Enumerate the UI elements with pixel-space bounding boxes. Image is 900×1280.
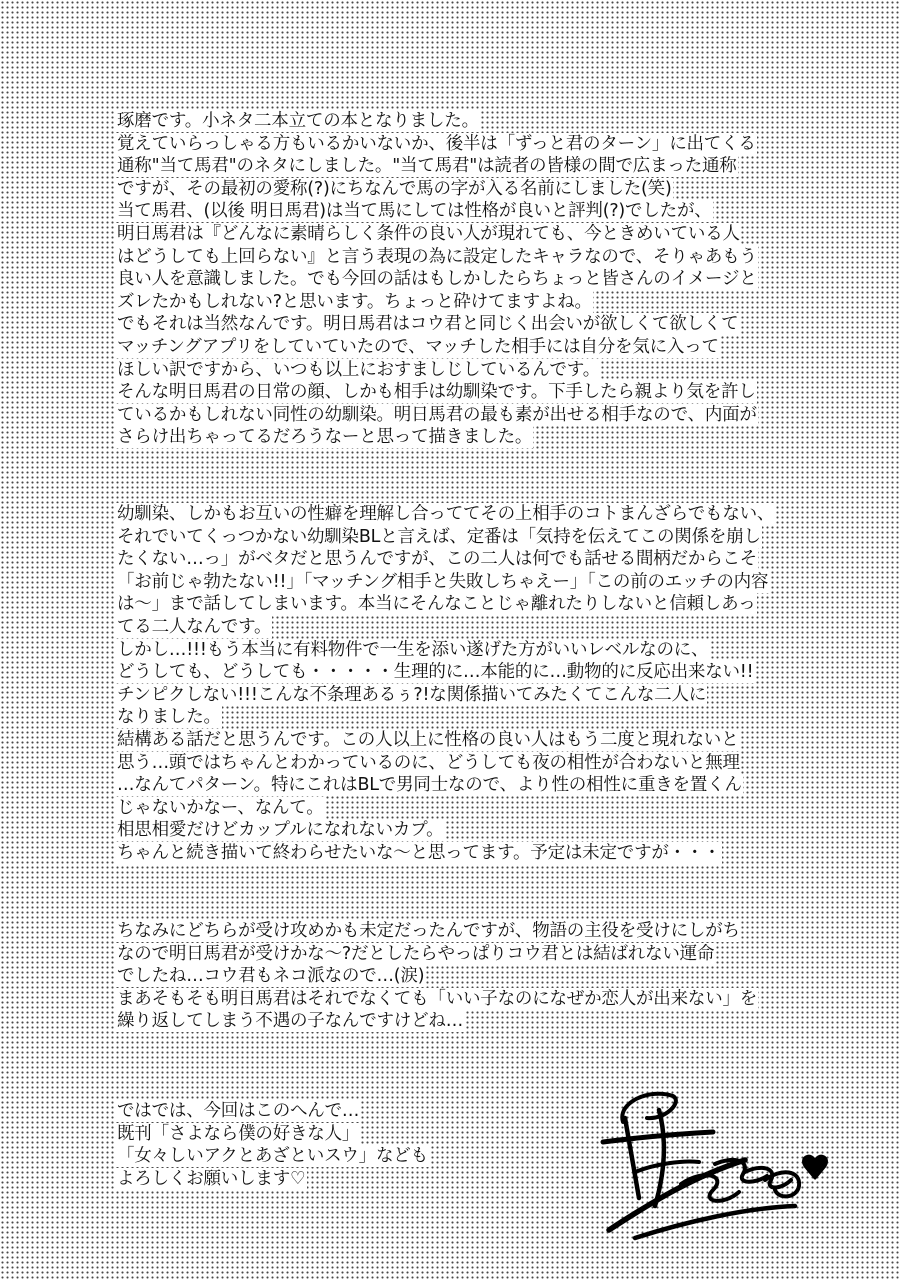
text-line — [117, 706, 817, 729]
text-line-content: なので明日馬君が受けかな〜?だとしたらやっぱりコウ君とは結ばれない運命 — [117, 943, 715, 964]
text-line — [117, 819, 817, 842]
text-line — [117, 110, 817, 133]
text-line — [117, 1010, 817, 1033]
afterword-middle-paragraph — [117, 503, 817, 865]
text-line — [117, 571, 817, 594]
text-line — [117, 988, 817, 1011]
text-line-content: 思う…頭ではちゃんとわかっているのに、どうしても夜の相性が合わないと無理 — [117, 752, 740, 773]
text-line-content: よろしくお願いします♡ — [117, 1168, 306, 1189]
text-line-content: 覚えていらっしゃる方もいるかいないか、後半は「ずっと君のターン」に出てくる — [117, 133, 756, 154]
text-line — [117, 200, 817, 223]
text-line — [117, 965, 817, 988]
text-line — [117, 291, 817, 314]
text-line — [117, 639, 817, 662]
text-line — [117, 381, 817, 404]
text-line-content: 「お前じゃ勃たない!!」「マッチング相手と失敗しちゃえー」「この前のエッチの内容 — [117, 571, 769, 592]
text-line — [117, 943, 817, 966]
text-line-content: どうしても、どうしても・・・・・生理的に…本能的に…動物的に反応出来ない!! — [117, 662, 754, 683]
text-line — [117, 178, 817, 201]
text-line-content: でしたね…コウ君もネコ派なので…(涙) — [117, 966, 425, 987]
text-line — [117, 729, 817, 752]
text-line-content: 「女々しいアクとあざといスウ」なども — [117, 1146, 428, 1167]
text-line — [117, 797, 817, 820]
text-line-content: 明日馬君は『どんなに素晴らしく条件の良い人が現れても、今ときめいている人 — [117, 223, 740, 244]
text-line-content: 通称"当て馬君"のネタにしました。"当て馬君"は読者の皆様の間で広まった通称 — [117, 156, 737, 177]
text-line-content: は〜」まで話してしまいます。本当にそんなことじゃ離れたりしないと信頼しあっ — [117, 594, 756, 615]
text-line-content: はどうしても上回らない』と言う表現の為に設定したキャラなので、そりゃあもう — [117, 246, 757, 267]
text-line-content: チンピクしない!!!こんな不条理あるぅ?!な関係描いてみたくてこんな二人に — [117, 684, 707, 705]
text-line — [117, 404, 817, 427]
text-line-content: ではでは、今回はこのへんで… — [117, 1101, 360, 1121]
text-line — [117, 503, 817, 526]
text-line-content: それでいてくっつかない幼馴染BLと言えば、定番は「気持を伝えてこの関係を崩し — [117, 526, 761, 547]
text-line-content: じゃないかなー、なんて。 — [117, 797, 324, 818]
text-line-content: 繰り返してしまう不遇の子なんですけどね… — [117, 1011, 463, 1032]
text-line-content: しかし…!!!もう本当に有料物件で一生を添い遂げた方がいいレベルなのに、 — [117, 639, 709, 660]
text-line — [117, 268, 817, 291]
text-line — [117, 774, 817, 797]
text-line-content: まあそもそも明日馬君はそれでなくても「いい子なのになぜか恋人が出来ない」を — [117, 988, 758, 1009]
text-line-content: ズレたかもしれない?と思います。ちょっと砕けてますよね。 — [117, 291, 592, 312]
text-line — [117, 426, 817, 449]
text-line-content: 当て馬君、(以後 明日馬君)は当て馬にしては性格が良いと評判(?)でしたが、 — [117, 201, 712, 222]
text-line — [117, 155, 817, 178]
afterword-intro-paragraph — [117, 110, 817, 449]
text-line-content: なりました。 — [117, 707, 221, 728]
text-line — [117, 752, 817, 775]
text-line-content: 良い人を意識しました。でも今回の話はもしかしたらちょっと皆さんのイメージと — [117, 269, 757, 290]
text-line-content: ですが、その最初の愛称(?)にちなんで馬の字が入る名前にしました(笑) — [117, 178, 672, 199]
text-line-content: たくない…っ」がベタだと思うんですが、この二人は何でも話せる間柄だからこそ — [117, 549, 758, 570]
text-line — [117, 133, 817, 156]
text-line-content: 結構ある話だと思うんです。この人以上に性格の良い人はもう二度と現れないと — [117, 729, 739, 750]
text-line — [117, 661, 817, 684]
text-line — [117, 593, 817, 616]
text-line — [117, 223, 817, 246]
text-line-content: でもそれは当然なんです。明日馬君はコウ君と同じく出会いが欲しくて欲しくて — [117, 314, 739, 335]
text-line-content: ているかもしれない同性の幼馴染。明日馬君の最も素が出せる相手なので、内面が — [117, 404, 757, 425]
text-line-content: マッチングアプリをしていていたので、マッチした相手には自分を気に入って — [117, 336, 719, 357]
text-line-content: ほしい訳ですから、いつも以上におすましじしているんです。 — [117, 359, 600, 380]
text-line — [117, 359, 817, 382]
text-line-content: 琢磨です。小ネタ二本立ての本となりました。 — [117, 111, 479, 131]
text-line — [117, 548, 817, 571]
afterword-ending-paragraph — [117, 920, 817, 1033]
text-line-content: 既刊「さよなら僕の好きな人」 — [117, 1123, 360, 1144]
text-line — [117, 684, 817, 707]
text-line-content: そんな明日馬君の日常の顔、しかも相手は幼馴染です。下手したら親より気を許し — [117, 382, 756, 403]
text-line — [117, 920, 817, 943]
author-signature — [595, 1080, 845, 1250]
text-line-content: ちゃんと続き描いて終わらせたいな〜と思ってます。予定は未定ですが・・・ — [117, 842, 721, 863]
text-line-content: 相思相愛だけどカップルになれないカプ。 — [117, 820, 444, 841]
text-line-content: …なんてパターン。特にこれはBLで男同士なので、より性の相性に重きを置くん — [117, 775, 742, 796]
text-line — [117, 526, 817, 549]
text-line — [117, 842, 817, 865]
text-line — [117, 313, 817, 336]
text-line-content: ちなみにどちらが受け攻めかも未定だったんですが、物語の主役を受けにしがち — [117, 921, 740, 941]
text-line — [117, 616, 817, 639]
text-line — [117, 336, 817, 359]
text-line-content: さらけ出ちゃってるだろうなーと思って描きました。 — [117, 427, 533, 448]
text-line — [117, 246, 817, 269]
text-line-content: 幼馴染、しかもお互いの性癖を理解し合っててその上相手のコトまんざらでもない、 — [117, 504, 775, 524]
text-line-content: てる二人なんです。 — [117, 616, 272, 637]
